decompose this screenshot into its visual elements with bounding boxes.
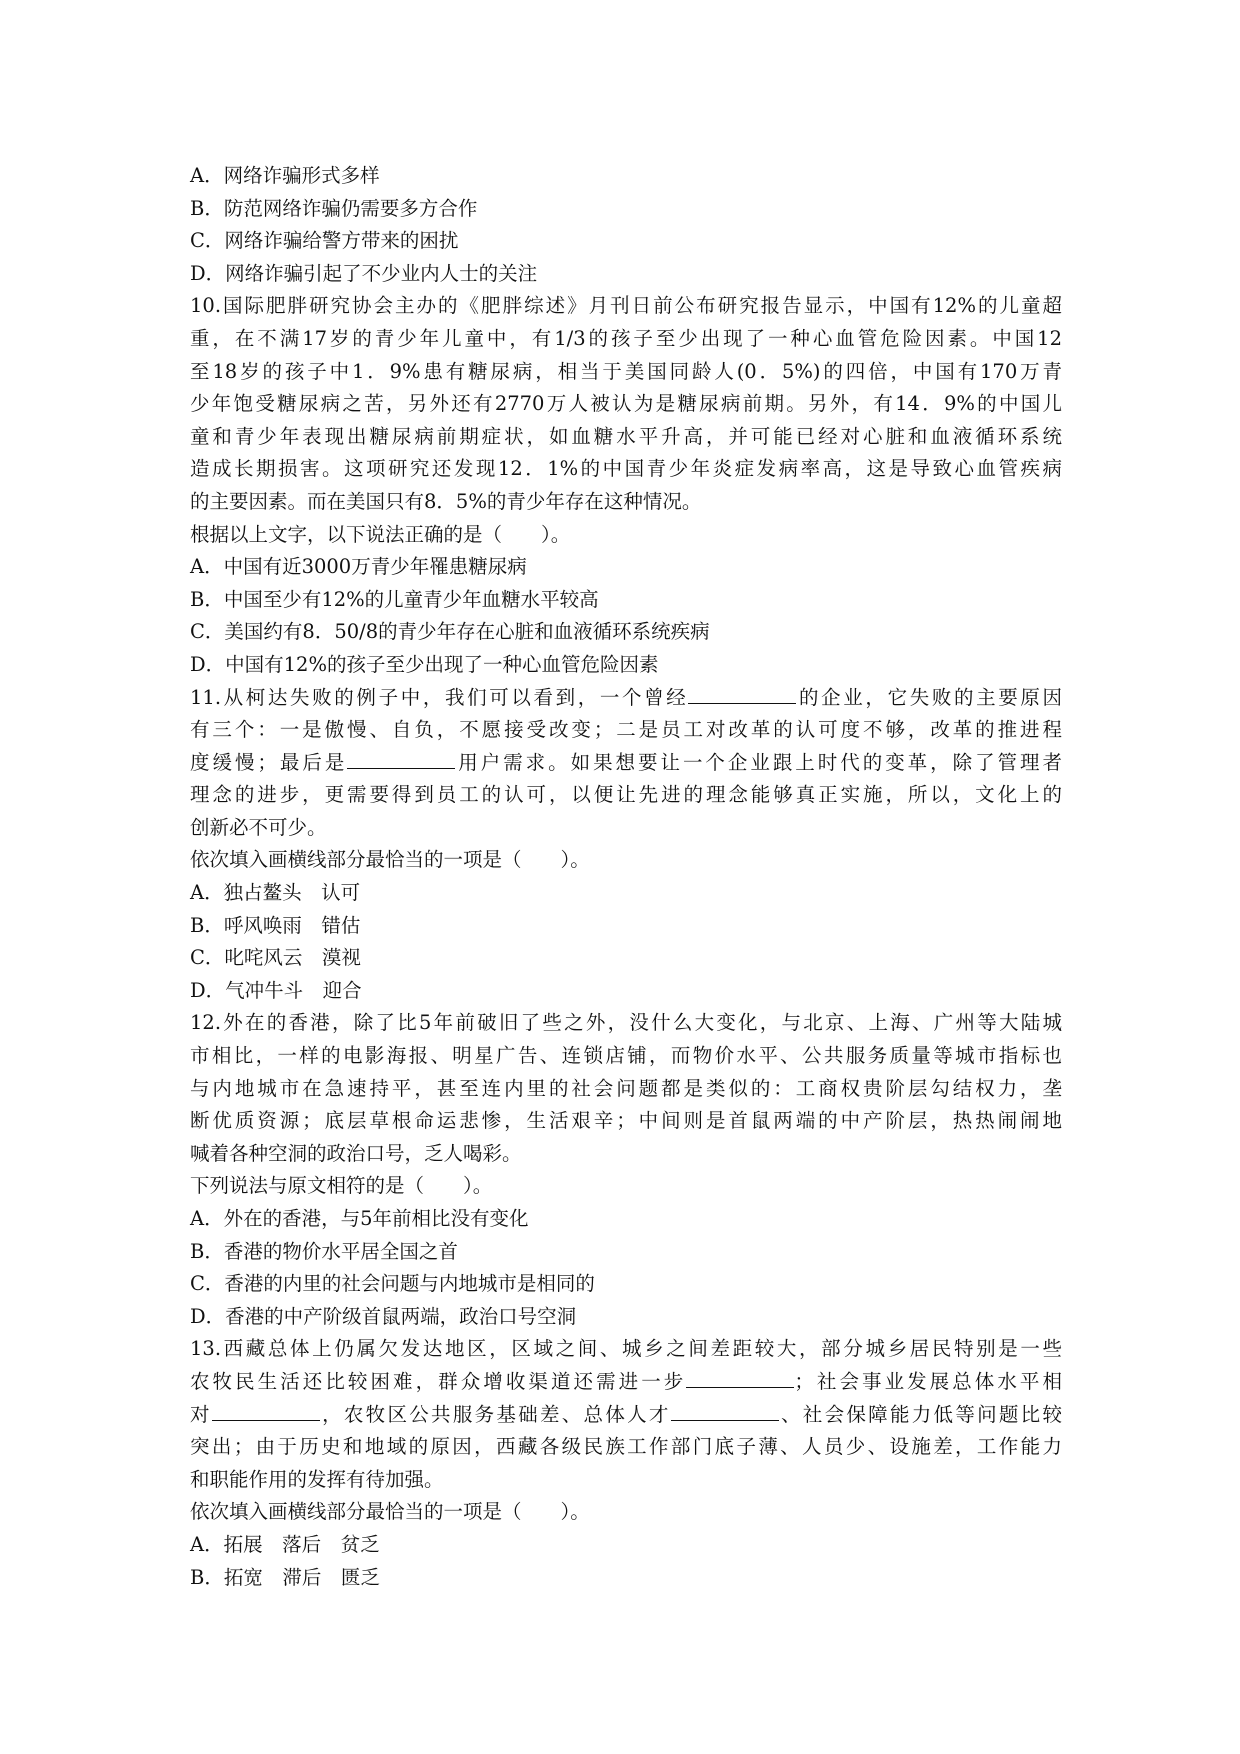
q12-passage-line: 喊着各种空洞的政治口号，乏人喝彩。: [190, 1141, 522, 1165]
q13-passage-line: 突出；由于历史和地域的原因，西藏各级民族工作部门底子薄、人员少、设施差，工作能力: [190, 1435, 1062, 1459]
q11-text: 11.从柯达失败的例子中，我们可以看到，一个曾经: [190, 685, 689, 709]
q11-text: 用户需求。如果想要让一个企业跟上时代的变革，除了管理者: [455, 750, 1062, 774]
q10-passage-line: 10.国际肥胖研究协会主办的《肥胖综述》月刊日前公布研究报告显示，中国有12%的儿童超: [190, 294, 1062, 318]
q11-option-b: B．呼风唤雨 错估: [190, 913, 361, 937]
q11-text: 度缓慢；最后是: [190, 750, 348, 774]
q10-option-b: B．中国至少有12%的儿童青少年血糖水平较高: [190, 587, 599, 611]
q9-option-c: C．网络诈骗给警方带来的困扰: [190, 229, 459, 253]
q10-passage-line: 重，在不满17岁的青少年儿童中，有1/3的孩子至少出现了一种心血管危险因素。中国12: [190, 326, 1062, 350]
q12-passage-line: 市相比，一样的电影海报、明星广告、连锁店铺，而物价水平、公共服务质量等城市指标也: [190, 1044, 1062, 1068]
q9-options: [190, 160, 1062, 290]
q10-option-c: C．美国约有8．50/8的青少年存在心脏和血液循环系统疾病: [190, 620, 710, 644]
q10-block: [190, 290, 1062, 681]
q13-passage-line: [190, 1399, 1062, 1432]
answer-blank: [688, 683, 796, 704]
q12-passage-line: 12.外在的香港，除了比5年前破旧了些之外，没什么大变化，与北京、上海、广州等大陆城: [190, 1011, 1062, 1035]
q12-block: [190, 1007, 1062, 1333]
document-body: [190, 160, 1062, 1594]
q10-passage-line: 的主要因素。而在美国只有8．5%的青少年存在这种情况。: [190, 489, 702, 513]
q10-option-d: D．中国有12%的孩子至少出现了一种心血管危险因素: [190, 652, 659, 676]
q13-text: 对: [190, 1402, 212, 1426]
q10-passage-line: 造成长期损害。这项研究还发现12．1%的中国青少年炎症发病率高，这是导致心血管疾病: [190, 457, 1062, 481]
q13-block: [190, 1333, 1062, 1594]
q12-option-b: B．香港的物价水平居全国之首: [190, 1239, 458, 1263]
q11-block: [190, 682, 1062, 1008]
q12-passage-line: 与内地城市在急速持平，甚至连内里的社会问题都是类似的：工商权贵阶层勾结权力，垄: [190, 1076, 1062, 1100]
answer-blank: [347, 748, 455, 769]
answer-blank: [671, 1400, 779, 1421]
q10-passage-line: 少年饱受糖尿病之苦，另外还有2770万人被认为是糖尿病前期。另外，有14．9%的中国儿: [190, 392, 1062, 416]
q13-option-a: A．拓展 落后 贫乏: [190, 1532, 380, 1556]
q13-text: ；社会事业发展总体水平相: [794, 1369, 1062, 1393]
q13-passage-line: [190, 1366, 1062, 1399]
q13-question: 依次填入画横线部分最恰当的一项是（ ）。: [190, 1500, 590, 1524]
q11-option-d: D．气冲牛斗 迎合: [190, 978, 362, 1002]
q13-text: ，农牧区公共服务基础差、总体人才: [319, 1402, 671, 1426]
q11-passage-line: [190, 682, 1062, 715]
q11-passage-line: 理念的进步，更需要得到员工的认可，以便让先进的理念能够真正实施，所以，文化上的: [190, 783, 1062, 807]
q12-option-c: C．香港的内里的社会问题与内地城市是相同的: [190, 1272, 595, 1296]
q9-option-d: D．网络诈骗引起了不少业内人士的关注: [190, 261, 538, 285]
q12-question: 下列说法与原文相符的是（ ）。: [190, 1174, 493, 1198]
q11-passage-line: 有三个：一是傲慢、自负，不愿接受改变；二是员工对改革的认可度不够，改革的推进程: [190, 718, 1062, 742]
q11-passage-line: [190, 747, 1062, 780]
q13-text: 农牧民生活还比较困难，群众增收渠道还需进一步: [190, 1369, 687, 1393]
q11-question: 依次填入画横线部分最恰当的一项是（ ）。: [190, 848, 590, 872]
answer-blank: [212, 1400, 320, 1421]
q13-passage-line: 和职能作用的发挥有待加强。: [190, 1467, 444, 1491]
q12-option-d: D．香港的中产阶级首鼠两端，政治口号空洞: [190, 1304, 577, 1328]
q12-passage-line: 断优质资源；底层草根命运悲惨，生活艰辛；中间则是首鼠两端的中产阶层，热热闹闹地: [190, 1109, 1062, 1133]
q11-option-a: A．独占鳌头 认可: [190, 881, 361, 905]
q9-option-b: B．防范网络诈骗仍需要多方合作: [190, 196, 478, 220]
q13-text: 、社会保障能力低等问题比较: [778, 1402, 1062, 1426]
q13-passage-line: 13.西藏总体上仍属欠发达地区，区域之间、城乡之间差距较大，部分城乡居民特别是一些: [190, 1337, 1062, 1361]
q10-option-a: A．中国有近3000万青少年罹患糖尿病: [190, 555, 527, 579]
q12-option-a: A．外在的香港，与5年前相比没有变化: [190, 1207, 529, 1230]
q11-passage-line: 创新必不可少。: [190, 815, 327, 839]
q11-text: 的企业，它失败的主要原因: [796, 685, 1062, 709]
q9-option-a: A．网络诈骗形式多样: [190, 164, 380, 187]
q10-question: 根据以上文字，以下说法正确的是（ ）。: [190, 522, 571, 546]
q11-option-c: C．叱咤风云 漠视: [190, 946, 361, 970]
q13-option-b: B．拓宽 滞后 匮乏: [190, 1565, 380, 1589]
q10-passage-line: 童和青少年表现出糖尿病前期症状，如血糖水平升高，并可能已经对心脏和血液循环系统: [190, 424, 1062, 448]
q10-passage-line: 至18岁的孩子中1．9%患有糖尿病，相当于美国同龄人(0．5%)的四倍，中国有170万青: [190, 359, 1062, 383]
answer-blank: [686, 1367, 794, 1388]
